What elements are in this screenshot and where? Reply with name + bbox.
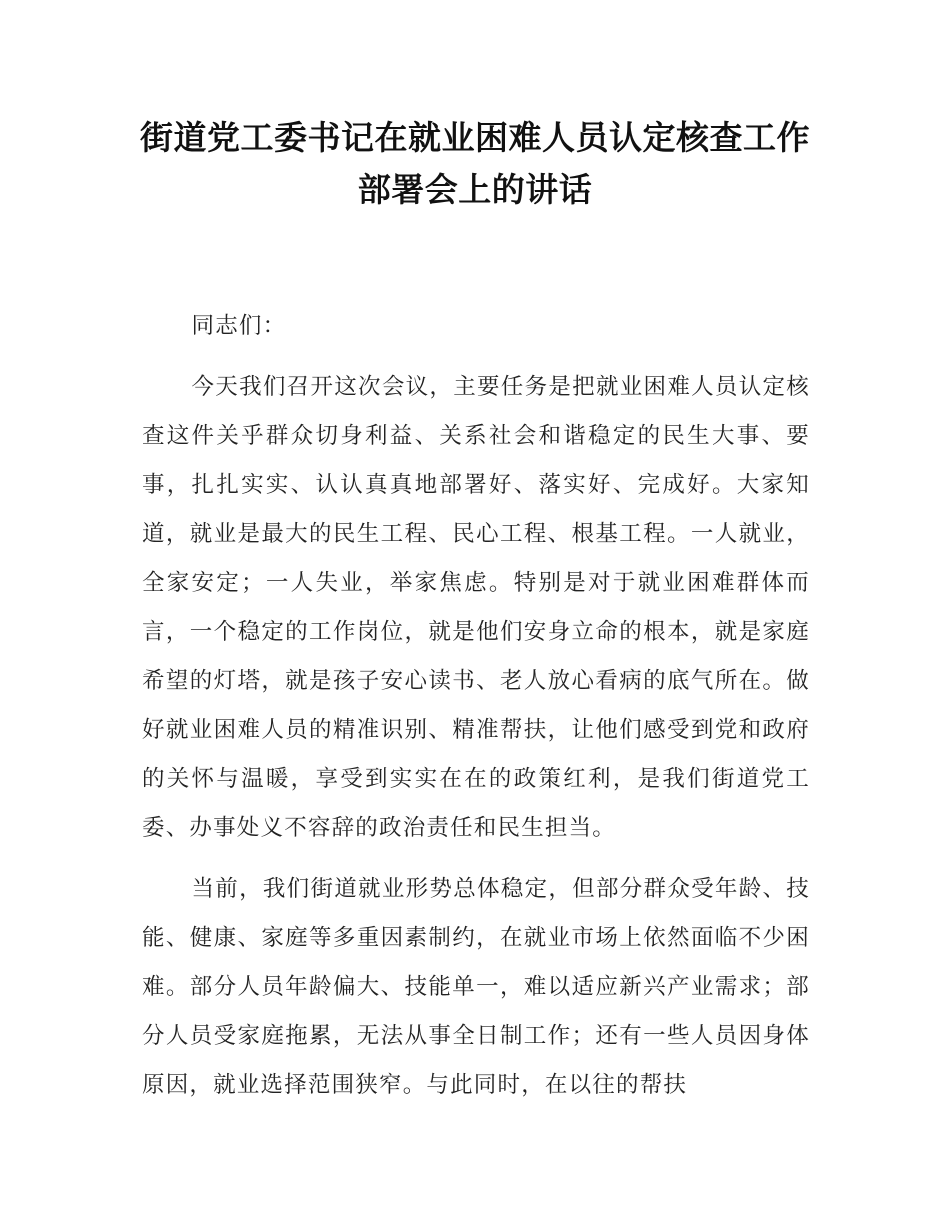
greeting: 同志们： xyxy=(191,313,287,339)
document-title: 街道党工委书记在就业困难人员认定核查工作部署会上的讲话 xyxy=(140,118,810,209)
document-body xyxy=(142,302,810,1122)
paragraph-1: 今天我们召开这次会议，主要任务是把就业困难人员认定核查这件关乎群众切身利益、关系社会和谐稳定的民生大事、要事，扎扎实实、认认真真地部署好、落实好、完成好。大家知道，就业是最大的民生工程、民心工程、根基工程。一人就业，全家安定；一人失业，举家焦虑。特别是对于就业困难群体而言，一个稳定的工作岗位，就是他们安身立命的根本，就是家庭希望的灯塔，就是孩子安心读书、老人放心看病的底气所在。做好就业困难人员的精准识别、精准帮扶，让他们感受到党和政府的关怀与温暖，享受到实实在在的政策红利，是我们街道党工委、办事处义不容辞的政治责任和民生担当。 xyxy=(142,374,810,841)
paragraph-2: 当前，我们街道就业形势总体稳定，但部分群众受年龄、技能、健康、家庭等多重因素制约，在就业市场上依然面临不少困难。部分人员年龄偏大、技能单一，难以适应新兴产业需求；部分人员受家庭拖累，无法从事全日制工作；还有一些人员因身体原因，就业选择范围狭窄。与此同时，在以往的帮扶 xyxy=(142,876,810,1098)
